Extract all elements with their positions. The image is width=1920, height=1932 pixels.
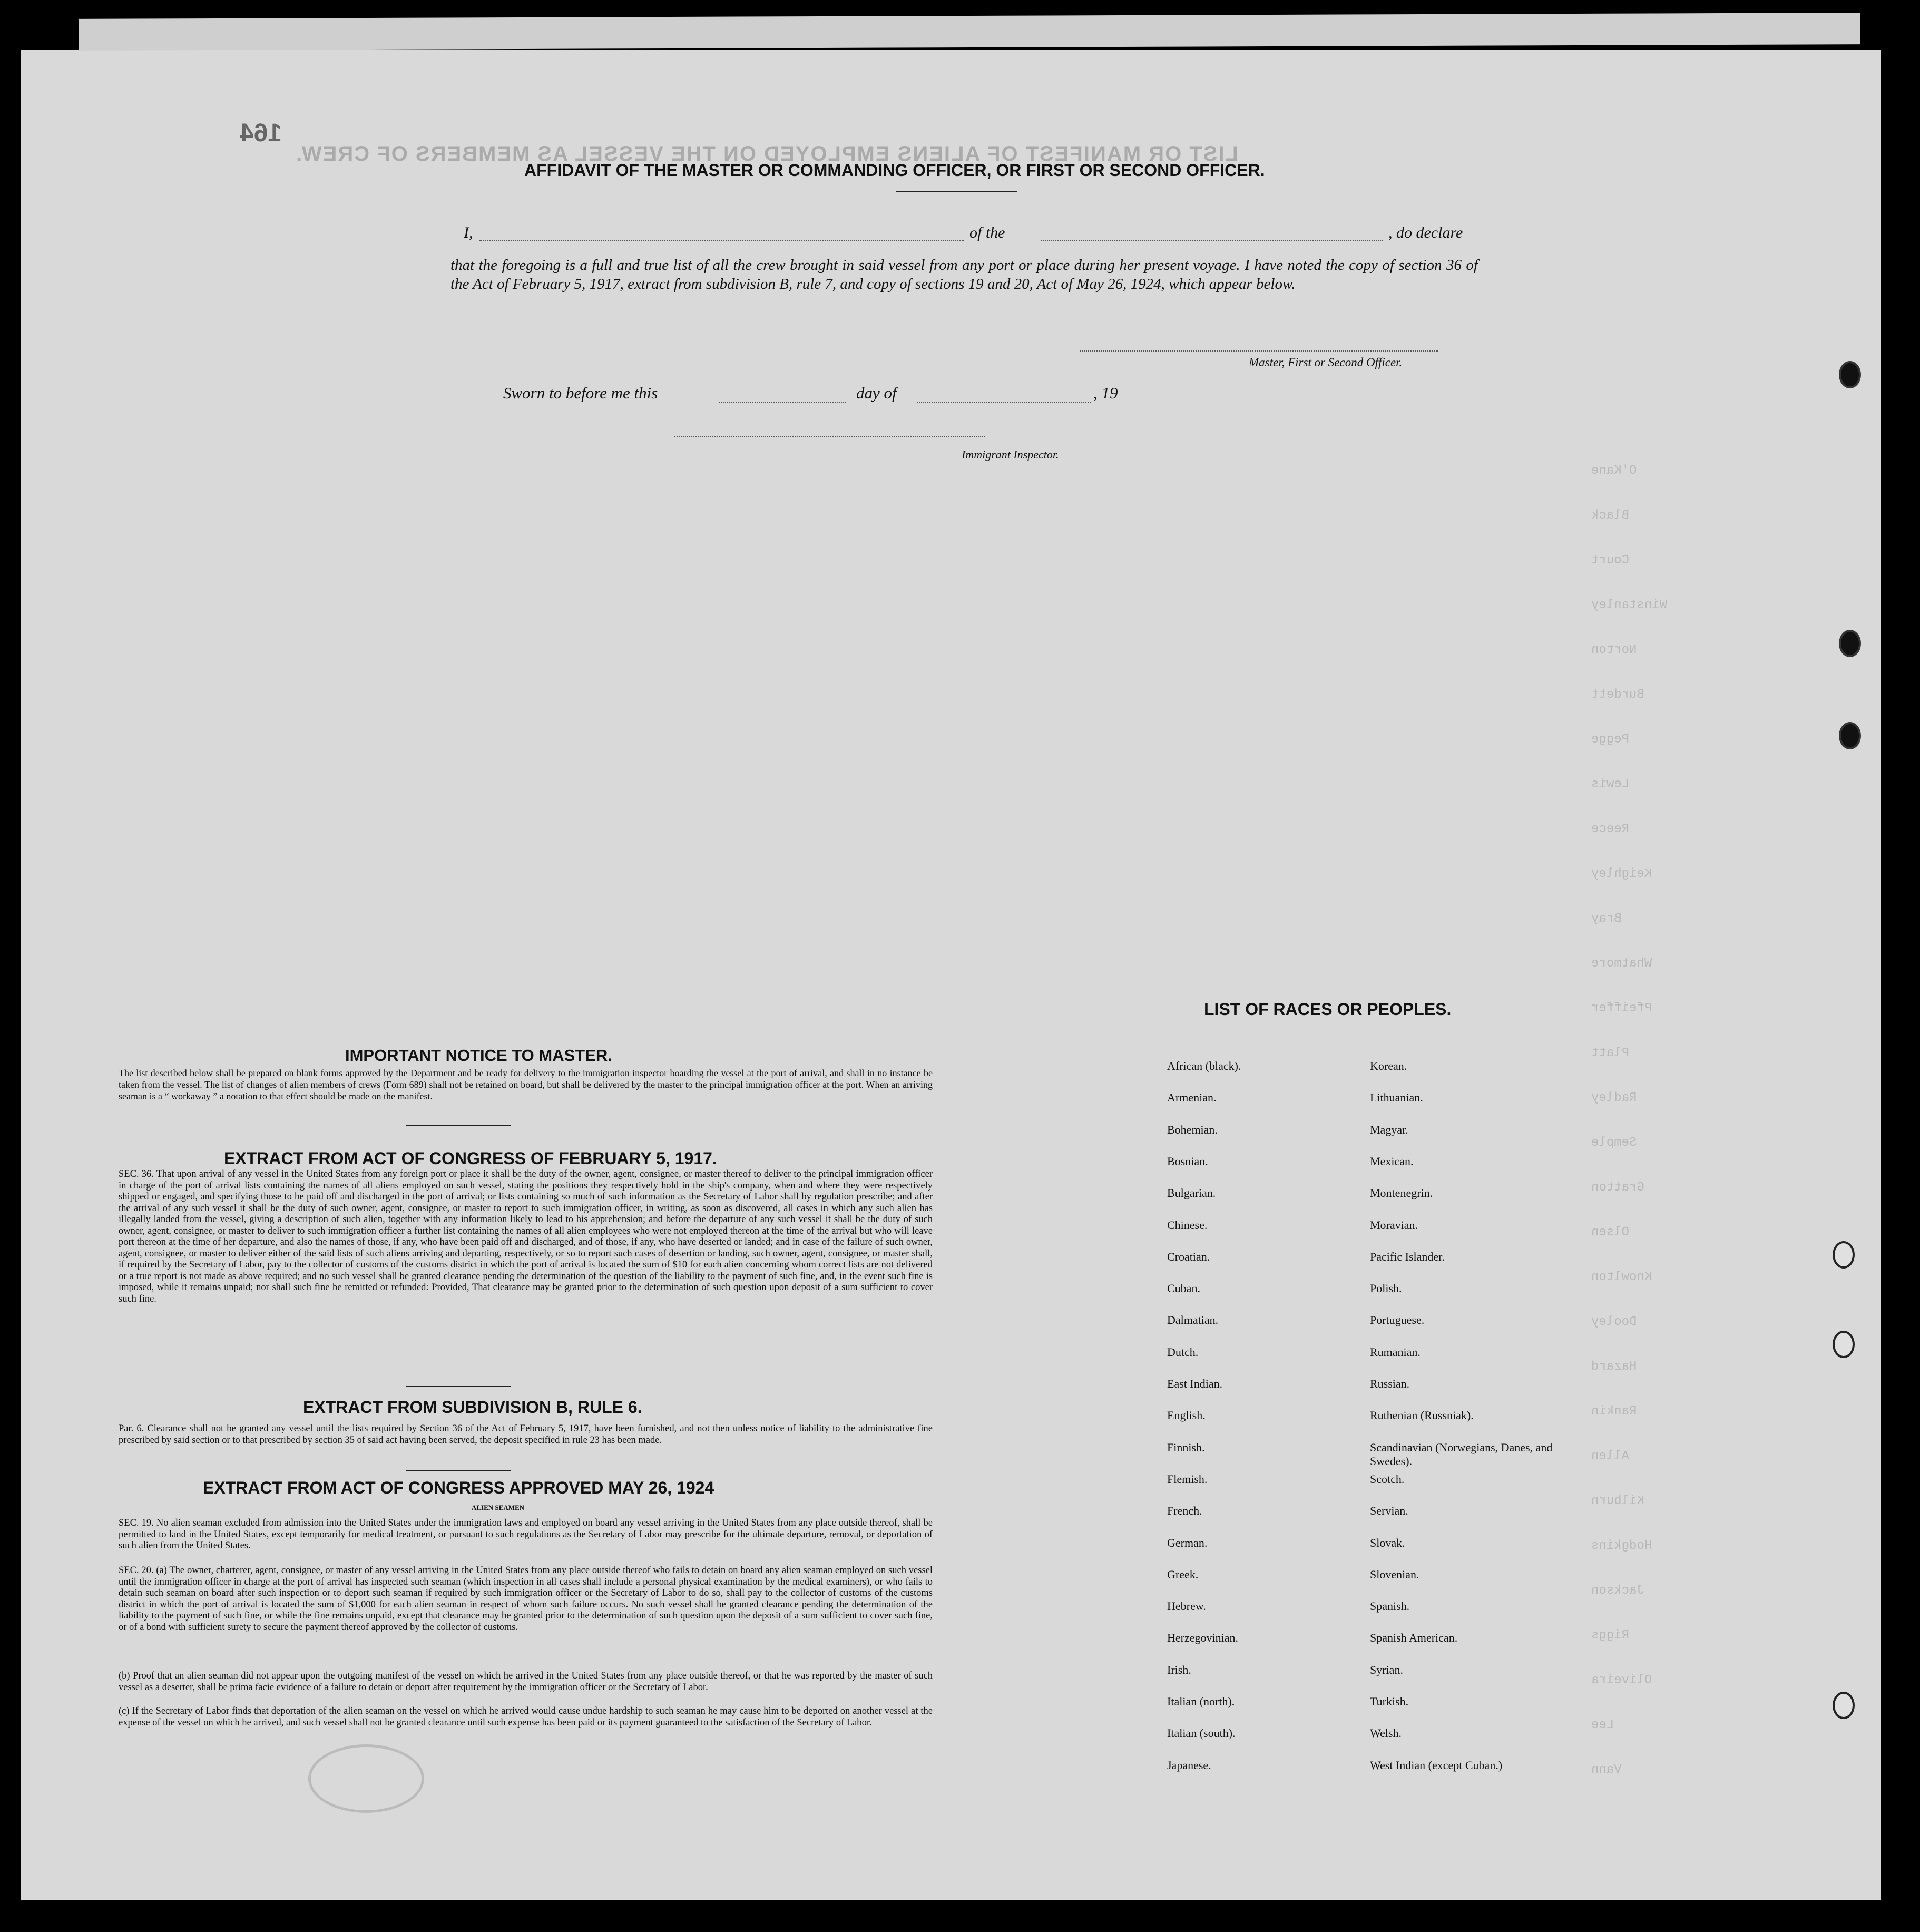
extract-rule6-body: Par. 6. Clearance shall not be granted any vessel until the lists required by Section 36 of the Act of February 5, 1917, have been furnished, and not then unless notice of liability to the administrative fine prescribed by said section or to that prescribed by section 35 of said act having been served, the deposit specified in rule 23 has been made. — [119, 1423, 933, 1446]
ghost-surname: Dooley — [1591, 1315, 1637, 1329]
ghost-surname: Oliveira — [1591, 1673, 1652, 1687]
race-item: English. — [1167, 1409, 1206, 1422]
race-item: Italian (south). — [1167, 1726, 1236, 1740]
ghost-surname: Semple — [1591, 1136, 1637, 1150]
extract-rule6-rule — [406, 1470, 511, 1471]
race-item: Ruthenian (Russniak). — [1370, 1409, 1474, 1422]
binding-hole — [1839, 361, 1861, 388]
affidavit-of-the: of the — [969, 224, 1005, 241]
binding-hole — [1833, 1331, 1855, 1358]
ghost-surname: Black — [1591, 509, 1630, 523]
year-label: , 19 — [1093, 384, 1118, 402]
notice-body: The list described below shall be prepared on blank forms approved by the Department and be ready for delivery to the immigration inspector boarding the vessel at the port of arrival, and shall in no instance be taken from the vessel. The list of changes of alien members of crews (Form 689) shall not be retained on board, but shall be delivered by the master to the principal immigration officer at the port. When an arriving seaman is a “ workaway ” a notation to that effect should be made on the manifest. — [119, 1068, 933, 1101]
affidavit-title: AFFIDAVIT OF THE MASTER OR COMMANDING OFFICER, OR FIRST OR SECOND OFFICER. — [524, 161, 1265, 180]
race-item: Magyar. — [1370, 1123, 1408, 1136]
race-item: African (black). — [1167, 1059, 1241, 1072]
ghost-surname: Radley — [1591, 1091, 1637, 1105]
name-blank — [479, 240, 964, 241]
sworn-day-blank — [719, 402, 846, 403]
vessel-blank — [1041, 240, 1383, 241]
affidavit-declare: , do declare — [1388, 224, 1463, 241]
ghost-surname: Burdett — [1591, 688, 1644, 702]
day-of-label: day of — [856, 384, 897, 402]
extract-1917-title: EXTRACT FROM ACT OF CONGRESS OF FEBRUARY 5, 1917. — [224, 1149, 717, 1168]
inspector-label: Immigrant Inspector. — [962, 448, 1059, 461]
extract-1924-title: EXTRACT FROM ACT OF CONGRESS APPROVED MAY 26, 1924 — [203, 1478, 714, 1497]
ghost-surname: Pfeiffer — [1591, 1001, 1652, 1016]
binding-hole — [1839, 630, 1861, 657]
ghost-surname: Court — [1591, 553, 1630, 568]
race-item: Scotch. — [1370, 1472, 1405, 1486]
ghost-surname: Olsen — [1591, 1225, 1630, 1240]
sworn-label: Sworn to before me this — [503, 384, 658, 402]
affidavit-body: that the foregoing is a full and true list of all the crew brought in said vessel from any port or place during her present voyage. I have noted the copy of section 36 of the Act of February 5, 1917, extract from subdivision B, rule 7, and copy of sections 19 and 20, Act of May 26, 1924, which appear below. — [450, 257, 1478, 292]
race-item: Mexican. — [1370, 1154, 1414, 1168]
ghost-surname: Platt — [1591, 1046, 1630, 1060]
race-item: Portuguese. — [1370, 1313, 1425, 1327]
notice-rule — [406, 1125, 511, 1126]
show-through-header: LIST OR MANIFEST OF ALIENS EMPLOYED ON THE VESSEL AS MEMBERS OF CREW. — [295, 142, 1238, 165]
race-item: Hebrew. — [1167, 1599, 1206, 1613]
ghost-surname: Kilburn — [1591, 1494, 1644, 1508]
ghost-surname: Lewis — [1591, 777, 1630, 792]
sec20a-body: SEC. 20. (a) The owner, charterer, agent, consignee, or master of any vessel arriving in the United States from any place outside thereof who fails to detain on board any alien seaman employed on such vessel until the immigration officer in charge at the port of arrival has inspected such seaman (which inspection in all cases shall include a personal physical examination by the medical examiners), or who fails to detain such seaman on board after such inspection or to deport such seaman if required by such immigration officer or the Secretary of Labor to do so, shall pay to the collector of customs of the customs district in which the port of arrival is located the sum of $1,000 for each alien seaman in respect of whom such failure occurs. No such vessel shall be granted clearance pending the determination of the liability to the payment of such fine, or while the fine remains unpaid, except that clearance may be granted prior to the determination of such question upon the deposit of a sum sufficient to cover such fine, or of a bond with sufficient surety to secure the payment thereof approved by the collector of customs. — [119, 1565, 933, 1633]
race-item: East Indian. — [1167, 1377, 1223, 1390]
master-signature-line — [1080, 350, 1438, 352]
race-item: Welsh. — [1370, 1726, 1402, 1740]
race-item: Russian. — [1370, 1377, 1410, 1390]
races-title: LIST OF RACES OR PEOPLES. — [1204, 1000, 1452, 1019]
race-item: Croatian. — [1167, 1250, 1210, 1263]
ghost-surname: Hazard — [1591, 1360, 1637, 1374]
binding-hole — [1839, 722, 1861, 749]
notice-title: IMPORTANT NOTICE TO MASTER. — [345, 1046, 612, 1065]
race-item: Lithuanian. — [1370, 1091, 1423, 1105]
ghost-surname: Lee — [1591, 1718, 1614, 1732]
ghost-surname: Knowlton — [1591, 1270, 1652, 1284]
race-item: Dalmatian. — [1167, 1313, 1219, 1327]
ghost-surname: Norton — [1591, 643, 1637, 657]
sworn-month-blank — [917, 402, 1091, 403]
race-item: Irish. — [1167, 1663, 1191, 1676]
race-item: Bohemian. — [1167, 1123, 1218, 1136]
race-item: Spanish American. — [1370, 1631, 1458, 1645]
race-item: Herzegovinian. — [1167, 1631, 1238, 1645]
ghost-surname: Reece — [1591, 822, 1630, 836]
extract-1917-body: SEC. 36. That upon arrival of any vessel in the United States from any foreign port or place it shall be the duty of the owner, agent, consignee, or master thereof to deliver to the principal immigration officer in charge of the port of arrival lists containing the names of all aliens employed on such vessel, stating the positions they respectively hold in the ship's company, when and where they were respectively shipped or engaged, and specifying those to be paid off and discharged in the port of arrival; or lists containing so much of such information as the Secretary of Labor shall by regulation prescribe; and after the arrival of any such vessel it shall be the duty of such owner, agent, consignee, or master to report to such immigration officer, in writing, as soon as discovered, all cases in which any such alien has illegally landed from the vessel, giving a description of such alien, together with any information likely to lead to his apprehension; and before the departure of any such vessel it shall be the duty of such owner, agent, consignee, or master to deliver to such immigration officer a further list containing the names of all alien employees who were not employed thereon at the time of the arrival but who will leave port thereon at the time of her departure, and also the names of those, if any, who have been paid off and discharged, and of those, if any, who have deserted or landed; and in case of the failure of such owner, agent, consignee, or master to deliver either of the said lists of such aliens arriving and departing, respectively, or so to report such cases of desertion or landing, such owner, agent, consignee, or master shall, if required by the Secretary of Labor, pay to the collector of customs of the customs district in which the port of arrival is located the sum of $10 for each alien concerning whom correct lists are not delivered or a true report is not made as above required; and no such vessel shall be granted clearance pending the determination of the question of the liability to the payment of such fine, and, in the event such fine is imposed, while it remains unpaid; nor shall such fine be remitted or refunded: Provided, That clearance may be granted prior to the determination of such question upon deposit of a sum sufficient to cover such fine. — [119, 1169, 933, 1304]
ghost-surname: Winstanley — [1591, 598, 1668, 612]
race-item: Japanese. — [1167, 1758, 1211, 1772]
race-item: Rumanian. — [1370, 1345, 1421, 1359]
ghost-surname: Gratton — [1591, 1180, 1644, 1195]
race-item: Slovak. — [1370, 1536, 1405, 1549]
affidavit-i: I, — [464, 224, 473, 241]
race-item: Greek. — [1167, 1567, 1199, 1581]
race-item: French. — [1167, 1504, 1202, 1518]
race-item: Armenian. — [1167, 1091, 1217, 1105]
race-item: Chinese. — [1167, 1218, 1208, 1232]
race-item: German. — [1167, 1536, 1208, 1549]
master-label: Master, First or Second Officer. — [1249, 356, 1403, 369]
race-item: Turkish. — [1370, 1695, 1409, 1708]
ghost-surname: Keighley — [1591, 867, 1652, 881]
underlying-sheet-edge — [79, 13, 1860, 51]
race-item: Moravian. — [1370, 1218, 1418, 1232]
ghost-surname: O'Kane — [1591, 464, 1637, 478]
extract-1924-subtitle: ALIEN SEAMEN — [472, 1504, 525, 1511]
ghost-surname: Vann — [1591, 1763, 1622, 1777]
race-item: Flemish. — [1167, 1472, 1208, 1486]
race-item: Cuban. — [1167, 1282, 1200, 1295]
affidavit-title-rule — [896, 191, 1017, 192]
race-item: Pacific Islander. — [1370, 1250, 1445, 1263]
race-item: Bulgarian. — [1167, 1186, 1216, 1200]
ghost-surname: Whatmore — [1591, 957, 1652, 971]
race-item: Polish. — [1370, 1282, 1402, 1295]
ghost-surname: Hodgkins — [1591, 1539, 1652, 1553]
race-item: Dutch. — [1167, 1345, 1199, 1359]
race-item: Finnish. — [1167, 1440, 1205, 1454]
race-item: Bosnian. — [1167, 1154, 1208, 1168]
inspector-signature-line — [674, 436, 985, 437]
ghost-surname: Riggs — [1591, 1628, 1630, 1643]
race-item: Servian. — [1370, 1504, 1408, 1518]
stamp-show-through — [308, 1744, 424, 1813]
sec20b-body: (b) Proof that an alien seaman did not appear upon the outgoing manifest of the vessel on which he arrived in the United States from any place outside thereof, or that he was reported by the master of such vessel as a deserter, shall be prima facie evidence of a failure to detain or deport after requirement by the immigration officer or the Secretary of Labor. — [119, 1671, 933, 1693]
ghost-surname: Bray — [1591, 912, 1622, 926]
binding-hole — [1833, 1241, 1855, 1269]
sec19-body: SEC. 19. No alien seaman excluded from admission into the United States under the immigration laws and employed on board any vessel arriving in the United States from any place outside thereof, shall be permitted to land in the United States, except temporarily for medical treatment, or pursuant to such regulations as the Secretary of Labor may prescribe for the ultimate departure, removal, or deportation of such alien from the United States. — [119, 1518, 933, 1551]
ghost-surname: Rankin — [1591, 1404, 1637, 1419]
extract-rule6-title: EXTRACT FROM SUBDIVISION B, RULE 6. — [303, 1398, 642, 1417]
ghost-surname: Pegge — [1591, 733, 1630, 747]
race-item: Montenegrin. — [1370, 1186, 1433, 1200]
sec20c-body: (c) If the Secretary of Labor finds that deportation of the alien seaman on the vessel on which he arrived would cause undue hardship to such seaman he may cause him to be deported on another vessel at the expense of the vessel on which he arrived, and such vessel shall not be granted clearance until such expense has been paid or its payment guaranteed to the satisfaction of the Secretary of Labor. — [119, 1706, 933, 1728]
race-item: West Indian (except Cuban.) — [1370, 1758, 1503, 1772]
ghost-surname: Allen — [1591, 1449, 1630, 1463]
race-item: Slovenian. — [1370, 1567, 1419, 1581]
binding-hole — [1833, 1692, 1855, 1719]
race-item: Syrian. — [1370, 1663, 1403, 1676]
ghost-surname: Jackson — [1591, 1584, 1644, 1598]
race-item: Scandinavian (Norwegians, Danes, and Swedes). — [1370, 1440, 1553, 1468]
race-item: Korean. — [1370, 1059, 1407, 1072]
extract-1917-rule — [406, 1386, 511, 1387]
race-item: Italian (north). — [1167, 1695, 1235, 1708]
page-number: 164 — [240, 119, 282, 147]
race-item: Spanish. — [1370, 1599, 1410, 1613]
